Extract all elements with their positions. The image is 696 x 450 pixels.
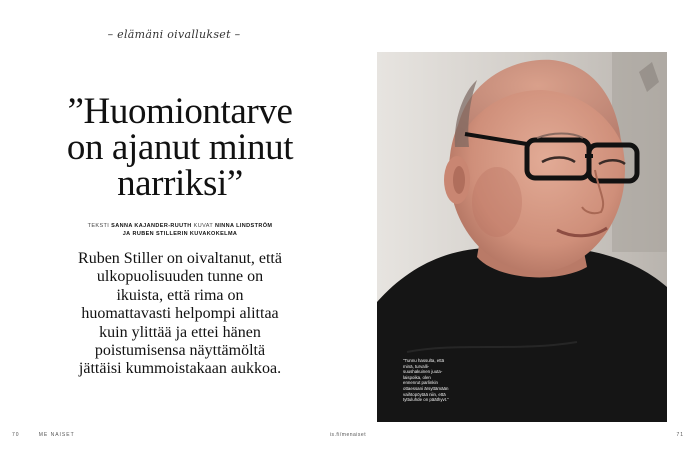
portrait-photo	[377, 52, 667, 422]
article-credits	[60, 222, 300, 238]
magazine-name: ME NAISET	[38, 432, 75, 438]
headline-line-1: ”Huomiontarve	[67, 91, 293, 132]
credit-text-author: SANNA KAJANDER-RUUTH	[111, 223, 192, 229]
page-number-left: 70	[12, 432, 20, 438]
page-number-right: 71	[676, 432, 684, 438]
credit-line2-prefix: JA	[122, 231, 131, 237]
article-lead: Ruben Stiller on oivaltanut, että ulkopuolisuuden tunne on ikuista, että rima on huomattavasti helpompi alittaa kuin ylittää ja ettei hänen poistumisensa näyttämöltä jättäisi kummoistakaan aukkoa.	[78, 250, 282, 378]
credit-label-text: TEKSTI	[87, 223, 110, 229]
section-kicker: – elämäni oivallukset –	[107, 28, 241, 41]
photo-caption: ”Tunnu hassulta, että minä, turvallisuushakuinen juutalaispoika, olen ennenrut parlinkin ottaessani ärsyttämään vaihtopöytää niin, että tyttuluhde on pääthyvt.”	[403, 358, 449, 403]
credits-line-1	[60, 222, 300, 230]
credit-photo-author: NINNA LINDSTRÖM	[214, 223, 273, 229]
credits-line-2	[60, 230, 300, 238]
footer-url: is.fi/menaiset	[329, 432, 367, 438]
credit-photo-source: RUBEN STILLERIN KUVAKOKELMA	[132, 231, 238, 237]
headline-line-3: narriksi”	[117, 163, 243, 204]
credit-label-photos: KUVAT	[193, 223, 214, 229]
headline-line-2: on ajanut minut	[66, 127, 294, 168]
article-headline	[30, 91, 330, 204]
